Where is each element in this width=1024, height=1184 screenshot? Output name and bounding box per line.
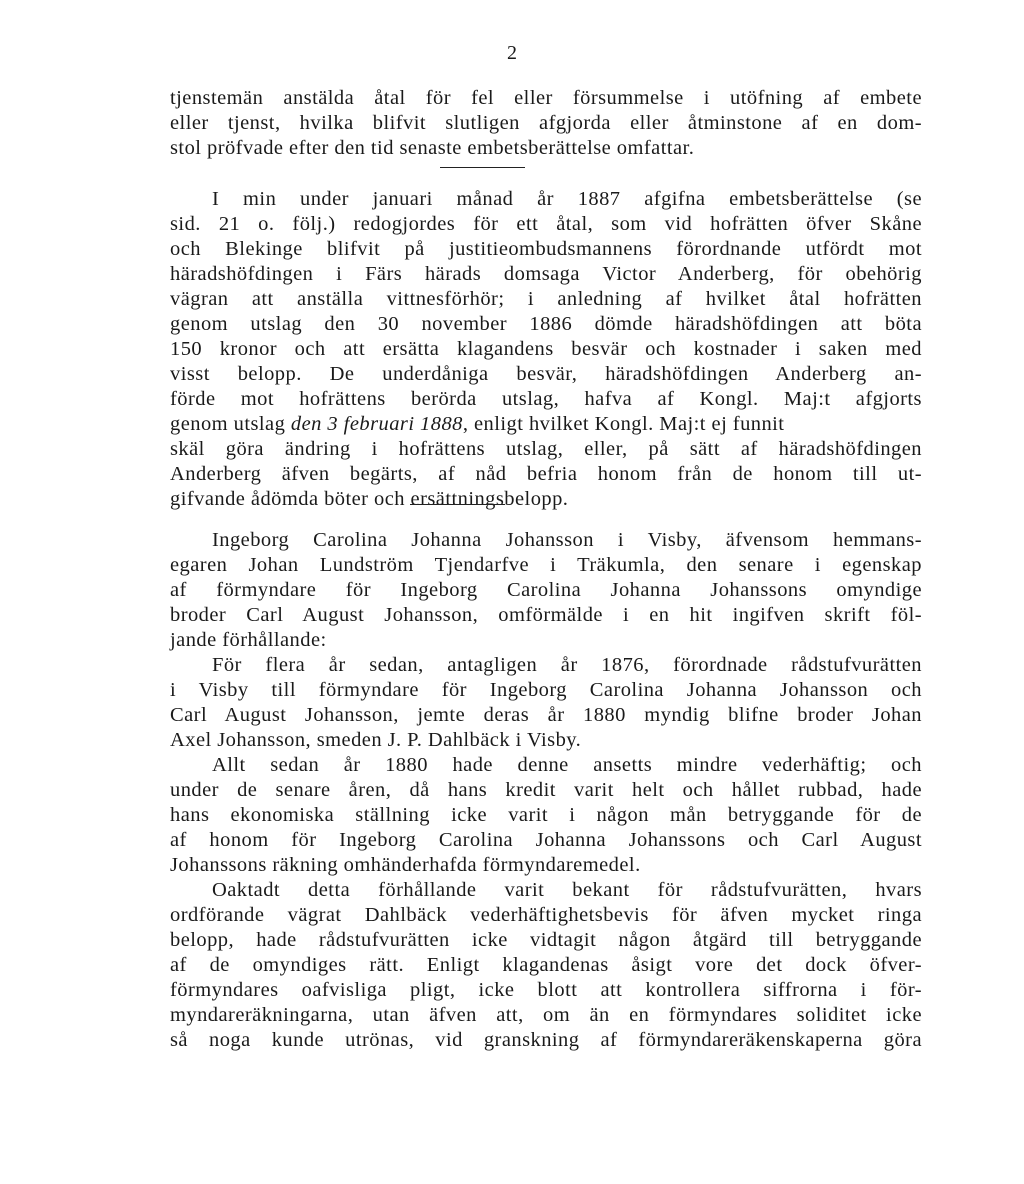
text-line: Axel Johansson, smeden J. P. Dahlbäck i Visby. [170,729,582,751]
text-line: I min under januari månad år 1887 afgifna embetsberättelse (se [212,188,922,210]
text-line [170,412,922,437]
text-line: Allt sedan år 1880 hade denne ansetts mindre vederhäftig; och [212,754,922,776]
text-line: 150 kronor och att ersätta klagandens besvär och kostnader i saken med [170,338,922,360]
text-line: belopp, hade rådstufvurätten icke vidtagit någon åtgärd till betryggande [170,929,922,951]
text-line: så noga kunde utrönas, vid granskning af förmyndareräkenskaperna göra [170,1029,922,1051]
text-line: under de senare åren, då hans kredit varit helt och hållet rubbad, hade [170,779,922,801]
text-line: och Blekinge blifvit på justitieombudsmannens förordnande utfördt mot [170,238,922,260]
text-line: gifvande ådömda böter och ersättningsbelopp. [170,488,569,510]
text-line: af förmyndare för Ingeborg Carolina Johanna Johanssons omyndige [170,579,922,601]
italic-date: den 3 februari 1888 [290,413,463,435]
text-line: stol pröfvade efter den tid senaste embetsberättelse omfattar. [170,137,695,159]
text-line: broder Carl August Johansson, omförmälde i en hit ingifven skrift föl- [170,604,922,626]
text-line: häradshöfdingen i Färs härads domsaga Victor Anderberg, för obehörig [170,263,922,285]
text-line: i Visby till förmyndare för Ingeborg Carolina Johanna Johansson och [170,679,922,701]
text-line: förde mot hofrättens berörda utslag, hafva af Kongl. Maj:t afgjorts [170,388,922,410]
text-line: Johanssons räkning omhänderhafda förmyndaremedel. [170,854,641,876]
text-line: vägran att anställa vittnesförhör; i anledning af hvilket åtal hofrätten [170,288,922,310]
text-line: För flera år sedan, antagligen år 1876, förordnade rådstufvurätten [212,654,922,676]
section-divider [440,167,525,168]
text-line: tjenstemän anstälda åtal för fel eller försummelse i utöfning af embete [170,87,922,109]
text-line: visst belopp. De underdåniga besvär, häradshöfdingen Anderberg an- [170,363,922,385]
text-line: sid. 21 o. följ.) redogjordes för ett åtal, som vid hofrätten öfver Skåne [170,213,922,235]
text-line: myndareräkningarna, utan äfven att, om än en förmyndares soliditet icke [170,1004,922,1026]
text-line: Carl August Johansson, jemte deras år 1880 myndig blifne broder Johan [170,704,922,726]
text-line: Oaktadt detta förhållande varit bekant för rådstufvurätten, hvars [212,879,922,901]
text-line: eller tjenst, hvilka blifvit slutligen afgjorda eller åtminstone af en dom- [170,112,922,134]
text-line: af honom för Ingeborg Carolina Johanna Johanssons och Carl August [170,829,922,851]
text-line: hans ekonomiska ställning icke varit i någon mån betryggande för de [170,804,922,826]
text-line: jande förhållande: [170,629,327,651]
page-number: 2 [507,42,517,64]
text-line: Anderberg äfven begärts, af nåd befria honom från de honom till ut- [170,463,922,485]
text-line: förmyndares oafvisliga pligt, icke blott att kontrollera siffrorna i för- [170,979,922,1001]
text-line: egaren Johan Lundström Tjendarfve i Träkumla, den senare i egenskap [170,554,922,576]
text-line: ordförande vägrat Dahlbäck vederhäftighetsbevis för äfven mycket ringa [170,904,922,926]
section-divider [410,504,505,505]
text-segment: , enligt hvilket Kongl. Maj:t ej funnit [462,413,785,435]
text-segment: genom utslag [170,413,286,435]
text-line: genom utslag den 30 november 1886 dömde häradshöfdingen att böta [170,313,922,335]
text-line: Ingeborg Carolina Johanna Johansson i Visby, äfvensom hemmans- [212,529,922,551]
text-line: skäl göra ändring i hofrättens utslag, eller, på sätt af häradshöfdingen [170,438,922,460]
text-line: af de omyndiges rätt. Enligt klagandenas åsigt vore det dock öfver- [170,954,922,976]
